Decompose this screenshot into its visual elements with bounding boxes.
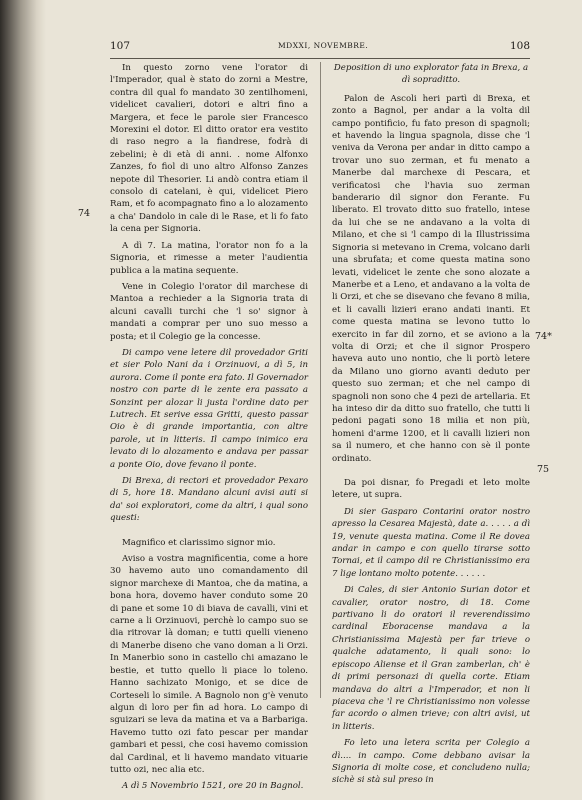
running-title: MDXXI, NOVEMBRE. — [278, 41, 369, 50]
left-page-number: 107 — [110, 40, 131, 52]
running-header — [110, 40, 530, 56]
paragraph: Di Cales, di sier Antonio Surian dotor et cavalier, orator nostro, di 18. Come partivano li do oratori il reverendissimo cardinal Eboracense mandava a la Christianissima Majestà per far trieve o qualche adatamento, li quali sono: lo episcopo Aliense et il Gran zamberlan, ch' è di primi personazi di quella corte. Etiam mandava do altri a l'Imperador, et non li piaceva che 'l re Christianissimo non volesse far acordo o almen trieve; con altri avisi, ut in litteris. — [332, 585, 530, 732]
header-rule — [110, 58, 530, 59]
paragraph: Vene in Colegio l'orator dil marchese di Mantoa a rechieder a la Signoria trata di alcuni cavalli turchi che 'l so' signor à mandati a comprar per uno suo messo a posta; et il Colegio ge la concesse. — [110, 281, 308, 342]
paragraph: A dì 7. La matina, l'orator non fo a la Signoria, et rimesse a meter l'audientia publica a la matina sequente. — [110, 240, 308, 276]
letter-salutation: Magnifico et clarissimo signor mio. — [122, 537, 276, 548]
paragraph: Di sier Gasparo Contarini orator nostro apresso la Cesarea Majestà, date a. . . . . a dì 19, venute questa matina. Come il Re dovea andar in campo e con quello tirarse sotto Tornai, et il campo dil re Christianissimo era 7 lige lontano molto potente. . . . . . — [332, 506, 530, 579]
paragraph: Di campo vene letere dil provedador Griti et sier Polo Nani da i Orzinuovi, a dì 5, in aurora. Come il ponte era fato. Il Governador nostro con parte di le zente era passato a Sonzint per alozar li justa l'ordine dato per Lutrech. Et serive essa Gritti, questo passar Oio è di grande importantia, con altre parole, ut in litteris. Il campo inimico era levato di lo alozamento e andava per passar a ponte Oio, dove fevano il ponte. — [110, 347, 308, 470]
section-heading: Deposition di uno explorator fata in Brexa, a dì sopraditto. — [333, 63, 529, 86]
column-divider — [320, 62, 321, 698]
letter-date: A dì 5 Novembrio 1521, ore 20 in Bagnol. — [122, 781, 304, 792]
spacer — [332, 469, 530, 477]
paragraph: Palon de Ascoli heri partì di Brexa, et zonto a Bagnol, per andar a la volta dil campo pontificio, fu fato preson di spagnoli; et havendo la lingua spagnola, disse che 'l veniva da Verona per andar in ditto campo a trovar uno suo zerman, et fu menato a Manerbe dal marchexe di Pescara, et verificatosi che l'havia suo zerman banderario dil signor don Ferante. Fu liberato. El trovato ditto suo fratello, intese da lui che se ne andavano a la volta di Milano, et che si 'l campo di la Illustrissima Signoria si metevano in Crema, volcano darli una sbrufata; et come questa matina sono levati, videlicet le zente che sono alozate a Manerbe et a Leno, et andavano a la volta de li Orzi, et che se disevano che fevano 8 milia, et li cavalli lizieri erano andati inanti. Et come questa matina se levono tutto lo exercito in far dil zorno, et se aviono a la volta di Orzi; et che il signor Prospero haveva auto uno nontio, che li portò letere da Milano uno giorno avanti deduto per questo suo zerman; et che nel campo di spagnoli non sono che 4 pezi de artellaria. Et ha inteso dir da ditto suo fratello, che tutti li pedoni pagati sono 18 milia et non più, homeni d'arme 1200, et li cavalli lizieri non sa il numero, et che hanno con sè il ponte ordinato. — [332, 93, 530, 464]
right-column — [332, 62, 530, 791]
paragraph: In questo zorno vene l'orator di l'Imperador, qual è stato do zorni a Mestre, contra dil qual fo mandato 30 zentilhomeni, videlicet cavalieri, dotori e altri fino a Margera, et fece le parole sier Francesco Morexini el dotor. El ditto orator era vestito di raso negro a la fiandrese, fodrà di zebelini; è di età di anni. . nome Alfonxo Zanzes, fo fiol di uno altro Alfonso Zanzes nepote dil Thesorier. Li andò contra etiam il consolo di catelani, è qui, videlicet Piero Ram, et fo acompagnato fino a lo alozamento a cha' Dandolo in cale di le Rase, et li fo fato la cena per Signoria. — [110, 63, 308, 235]
paragraph: Fo leto una letera scrita per Colegio a dì.... in campo. Come debbano avisar la Signoria di molte cose, et concludeno nulla; sichè si stà sul preso in — [332, 738, 530, 786]
right-page-number: 108 — [509, 40, 530, 52]
left-column — [110, 62, 308, 797]
margin-number-left: 74 — [78, 208, 91, 219]
gutter-shadow — [0, 0, 46, 800]
margin-number-right-a: 74* — [535, 331, 552, 342]
spacer — [110, 529, 308, 537]
margin-number-right-b: 75 — [537, 464, 550, 475]
paragraph: Da poi disnar, fo Pregadi et leto molte letere, ut supra. — [332, 478, 530, 501]
paragraph: Aviso a vostra magnificentia, come a hore 30 havemo auto uno comandamento dil signor marchexe di Mantoa, che da matina, a bona hora, dovemo haver conduto some 20 di pane et some 10 di biava de cavalli, vini et carne a li Orzinuovi, perchè lo campo suo se dia ritrovar là doman; e tutti quelli vieneno di Manerbe diseno che vano doman a li Orzi. In Manerbio sono in castello chi amazano le bestie, et tutto quello li piace lo toleno. Hanno sachizato Monigo, et se dice de Corteseli lo simile. A Bagnolo non g'è venuto algun di loro per fin ad hora. Lo campo di sguizari se leva da matina et va a Barbariga. Havemo tutto ozi fato pescar per mandar gambari et pessi, che cosi havemo comission dal Cardinal, et li havemo mandato vituarie tutto ozi, nec alia etc. — [110, 554, 308, 775]
paragraph: Di Brexa, di rectori et provedador Pexaro di 5, hore 18. Mandano alcuni avisi auti si da' soi exploratori, come da altri, i qual sono questi: — [110, 476, 308, 524]
